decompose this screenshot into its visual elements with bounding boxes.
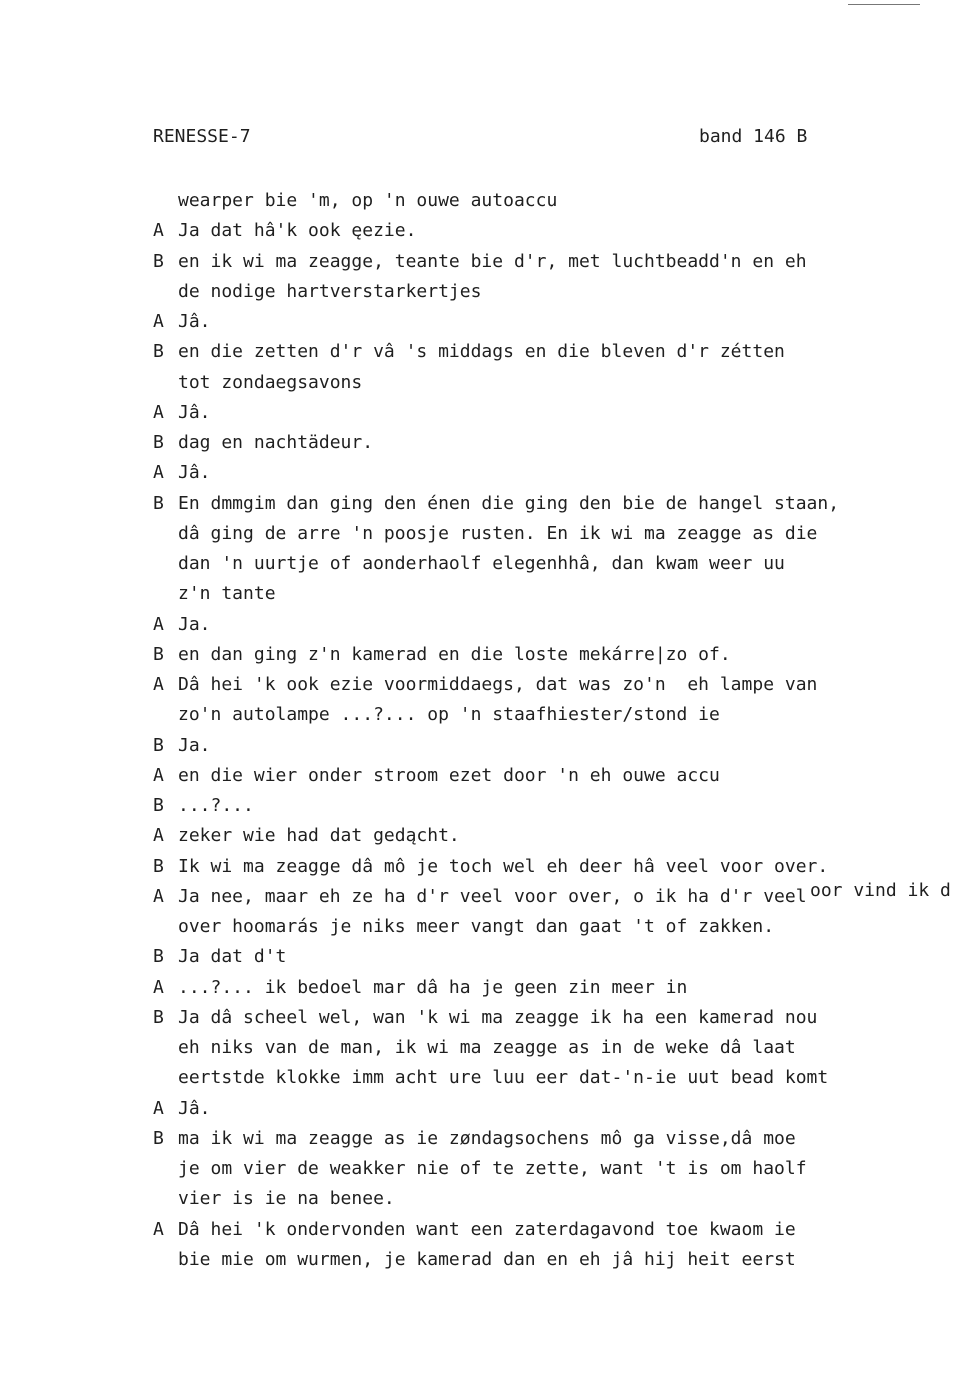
transcript-line bbox=[153, 428, 968, 458]
transcript-line bbox=[153, 1184, 968, 1214]
utterance-text: Ja dat d't bbox=[178, 946, 287, 968]
utterance-text: z'n tante bbox=[178, 583, 276, 605]
speaker-label: B bbox=[153, 946, 164, 968]
speaker-label: A bbox=[153, 976, 164, 998]
transcript-line bbox=[153, 579, 968, 609]
speaker-label: A bbox=[153, 311, 164, 332]
utterance-text: dag en nachtädeur. bbox=[178, 432, 374, 453]
transcript-line bbox=[153, 1094, 968, 1124]
transcript-line bbox=[153, 519, 968, 549]
utterance-text: bie mie om wurmen, je kamerad dan en eh jâ hij heit eerst bbox=[178, 1248, 796, 1270]
speaker-label: B bbox=[153, 1127, 164, 1149]
speaker-label: A bbox=[153, 1218, 164, 1240]
transcript-line bbox=[153, 1245, 968, 1275]
utterance-text: Ja. bbox=[178, 734, 211, 756]
speaker-label: B bbox=[153, 341, 164, 363]
utterance-text: zo'n autolampe ...?... op 'n staafhiester/stond ie bbox=[178, 704, 720, 726]
transcript-line bbox=[153, 670, 968, 700]
speaker-label: A bbox=[153, 825, 164, 847]
speaker-label: A bbox=[153, 220, 164, 242]
transcript-line bbox=[153, 1124, 968, 1154]
transcript-line bbox=[153, 761, 968, 791]
utterance-text: Ja. bbox=[178, 613, 211, 635]
utterance-text: Dâ hei 'k ondervonden want een zaterdagavond toe kwaom ie bbox=[178, 1218, 796, 1240]
transcript-line bbox=[153, 610, 968, 640]
speaker-label: B bbox=[153, 432, 164, 453]
utterance-text: wearper bie 'm, op 'n ouwe autoaccu bbox=[178, 190, 558, 211]
speaker-label: A bbox=[153, 401, 164, 423]
utterance-text: zeker wie had dat gedącht. bbox=[178, 825, 460, 847]
utterance-text: Jâ. bbox=[178, 401, 211, 423]
speaker-label: B bbox=[153, 643, 164, 665]
speaker-label: A bbox=[153, 462, 164, 484]
transcript-line bbox=[153, 549, 968, 579]
utterance-text: Jâ. bbox=[178, 311, 211, 332]
transcript-line bbox=[153, 731, 968, 761]
speaker-label: B bbox=[153, 795, 164, 816]
transcript-line bbox=[153, 791, 968, 821]
utterance-text: eh niks van de man, ik wi ma zeagge as in de weke dâ laat bbox=[178, 1037, 796, 1058]
speaker-label: B bbox=[153, 1006, 164, 1028]
document-id: RENESSE-7 bbox=[153, 126, 251, 147]
transcript-line bbox=[153, 942, 968, 972]
utterance-text: Jâ. bbox=[178, 462, 211, 484]
utterance-text: vier is ie na benee. bbox=[178, 1188, 395, 1210]
utterance-text: de nodige hartverstarkertjes bbox=[178, 280, 482, 302]
transcript-line bbox=[153, 1063, 968, 1093]
transcript-line bbox=[153, 1033, 968, 1063]
utterance-text: en dan ging z'n kamerad en die loste mekárre|zo of. bbox=[178, 643, 731, 665]
utterance-text: ...?... ik bedoel mar dâ ha je geen zin meer in bbox=[178, 976, 688, 998]
transcript-line bbox=[153, 216, 968, 246]
transcript-line bbox=[153, 1003, 968, 1033]
transcript-line bbox=[153, 912, 968, 942]
transcript-line bbox=[153, 1154, 968, 1184]
transcript-line bbox=[153, 186, 968, 216]
speaker-label: B bbox=[153, 250, 164, 272]
utterance-text: ...?... bbox=[178, 795, 254, 816]
transcript-line bbox=[153, 640, 968, 670]
speaker-label: B bbox=[153, 855, 164, 877]
utterance-text: Ja dâ scheel wel, wan 'k wi ma zeagge ik ha een kamerad nou bbox=[178, 1006, 818, 1028]
speaker-label: A bbox=[153, 1097, 164, 1119]
utterance-text: je om vier de weakker nie of te zette, want 't is om haolf bbox=[178, 1158, 807, 1179]
utterance-text: Ik wi ma zeagge dâ mô je toch wel eh deer hâ veel voor over. bbox=[178, 855, 829, 877]
transcript-line bbox=[153, 398, 968, 428]
top-edge-rule bbox=[848, 4, 920, 5]
transcript-line bbox=[153, 852, 968, 882]
utterance-text: eertstde klokke imm acht ure luu eer dat-'n-ie uut bead komt bbox=[178, 1067, 829, 1089]
transcript-line bbox=[153, 277, 968, 307]
speaker-label: B bbox=[153, 492, 164, 514]
transcript-line bbox=[153, 368, 968, 398]
speaker-label: A bbox=[153, 764, 164, 786]
utterance-text: ma ik wi ma zeagge as ie zøndagsochens mô ga visse,dâ moe bbox=[178, 1127, 796, 1149]
utterance-text: en die zetten d'r vâ 's middags en die bleven d'r zétten bbox=[178, 341, 785, 363]
utterance-text: dan 'n uurtje of aonderhaolf elegenhhâ, dan kwam weer uu bbox=[178, 553, 785, 574]
transcript-line bbox=[153, 821, 968, 851]
speaker-label: A bbox=[153, 674, 164, 695]
speaker-label: A bbox=[153, 613, 164, 635]
transcript-line bbox=[153, 458, 968, 488]
utterance-text: over hoomarás je niks meer vangt dan gaat 't of zakken. bbox=[178, 916, 775, 937]
transcript-line bbox=[153, 1215, 968, 1245]
utterance-text: en ik wi ma zeagge, teante bie d'r, met luchtbeadd'n en eh bbox=[178, 250, 807, 272]
transcript-line bbox=[153, 337, 968, 367]
speaker-label: B bbox=[153, 734, 164, 756]
utterance-text: Ja dat hâ'k ook ęezie. bbox=[178, 220, 417, 242]
transcript-line bbox=[153, 700, 968, 730]
utterance-text: dâ ging de arre 'n poosje rusten. En ik wi ma zeagge as die bbox=[178, 522, 818, 544]
margin-note: oor vind ik d bbox=[810, 880, 951, 901]
transcript-line bbox=[153, 489, 968, 519]
utterance-text: tot zondaegsavons bbox=[178, 371, 363, 393]
utterance-text: en die wier onder stroom ezet door 'n eh ouwe accu bbox=[178, 764, 720, 786]
utterance-text: En dmmgim dan ging den énen die ging den bie de hangel staan, bbox=[178, 492, 840, 514]
utterance-text: Jâ. bbox=[178, 1097, 211, 1119]
utterance-text: Ja nee, maar eh ze ha d'r veel voor over, o ik ha d'r veel bbox=[178, 885, 807, 907]
transcript-body bbox=[153, 186, 968, 1275]
transcript-line bbox=[153, 307, 968, 337]
tape-label: band 146 B bbox=[699, 126, 808, 147]
transcript-line bbox=[153, 973, 968, 1003]
utterance-text: Dâ hei 'k ook ezie voormiddaegs, dat was zo'n eh lampe van bbox=[178, 674, 818, 695]
speaker-label: A bbox=[153, 885, 164, 907]
transcript-line bbox=[153, 247, 968, 277]
